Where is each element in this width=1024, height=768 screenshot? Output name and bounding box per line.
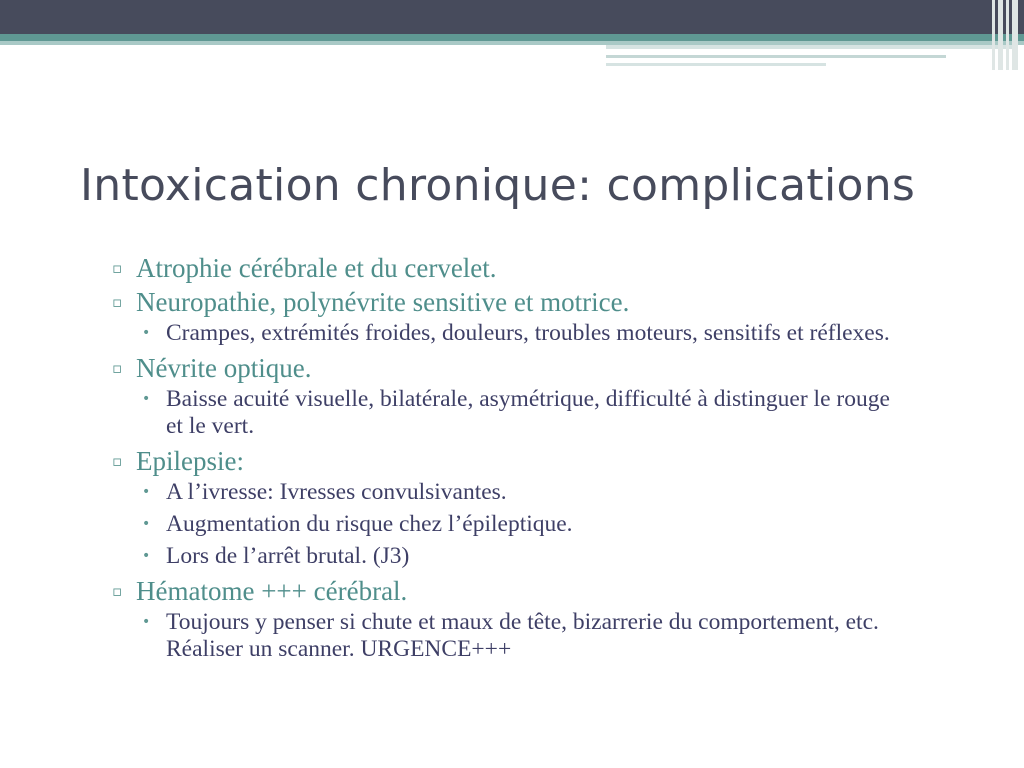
dot-bullet-icon: •: [142, 516, 151, 532]
sub-bullet-text: Toujours y penser si chute et maux de tête, bizarrerie du comportement, etc. Réaliser un scanner. URGENCE+++: [166, 609, 879, 662]
square-bullet-icon: ▫: [112, 582, 123, 600]
decorative-line: [606, 45, 1016, 49]
bullet-list: [106, 252, 896, 668]
square-bullet-icon: ▫: [112, 359, 123, 377]
dot-bullet-icon: •: [142, 391, 151, 407]
slide-title: Intoxication chronique: complications: [80, 160, 916, 211]
decorative-vertical-stripes: [990, 0, 1024, 70]
header-band: [0, 0, 1024, 34]
sub-bullet-text: Augmentation du risque chez l’épileptique.: [166, 511, 573, 537]
sub-bullet-text: A l’ivresse: Ivresses convulsivantes.: [166, 479, 507, 505]
sub-bullet-item: [106, 386, 896, 440]
bullet-text: Névrite optique.: [136, 353, 312, 383]
bullet-item: [106, 575, 896, 607]
dot-bullet-icon: •: [142, 325, 151, 341]
sub-bullet-item: [106, 543, 896, 570]
sub-bullet-text: Baisse acuité visuelle, bilatérale, asymétrique, difficulté à distinguer le rouge et le vert.: [166, 386, 890, 439]
bullet-item: [106, 352, 896, 384]
bullet-item: [106, 252, 896, 284]
bullet-item: [106, 286, 896, 318]
bullet-text: Hématome +++ cérébral.: [136, 576, 408, 606]
sub-bullet-item: [106, 320, 896, 347]
decorative-line: [606, 63, 826, 66]
sub-bullet-item: [106, 479, 896, 506]
bullet-text: Atrophie cérébrale et du cervelet.: [136, 253, 497, 283]
bullet-item: [106, 445, 896, 477]
dot-bullet-icon: •: [142, 548, 151, 564]
sub-bullet-item: [106, 609, 896, 663]
sub-bullet-text: Crampes, extrémités froides, douleurs, troubles moteurs, sensitifs et réflexes.: [166, 320, 890, 346]
square-bullet-icon: ▫: [112, 293, 123, 311]
square-bullet-icon: ▫: [112, 259, 123, 277]
dot-bullet-icon: •: [142, 614, 151, 630]
dot-bullet-icon: •: [142, 484, 151, 500]
decorative-line: [606, 55, 946, 58]
bullet-text: Epilepsie:: [136, 446, 244, 476]
header-accent-stripe: [0, 34, 1024, 41]
bullet-text: Neuropathie, polynévrite sensitive et motrice.: [136, 287, 630, 317]
sub-bullet-item: [106, 511, 896, 538]
sub-bullet-text: Lors de l’arrêt brutal. (J3): [166, 543, 410, 569]
square-bullet-icon: ▫: [112, 452, 123, 470]
